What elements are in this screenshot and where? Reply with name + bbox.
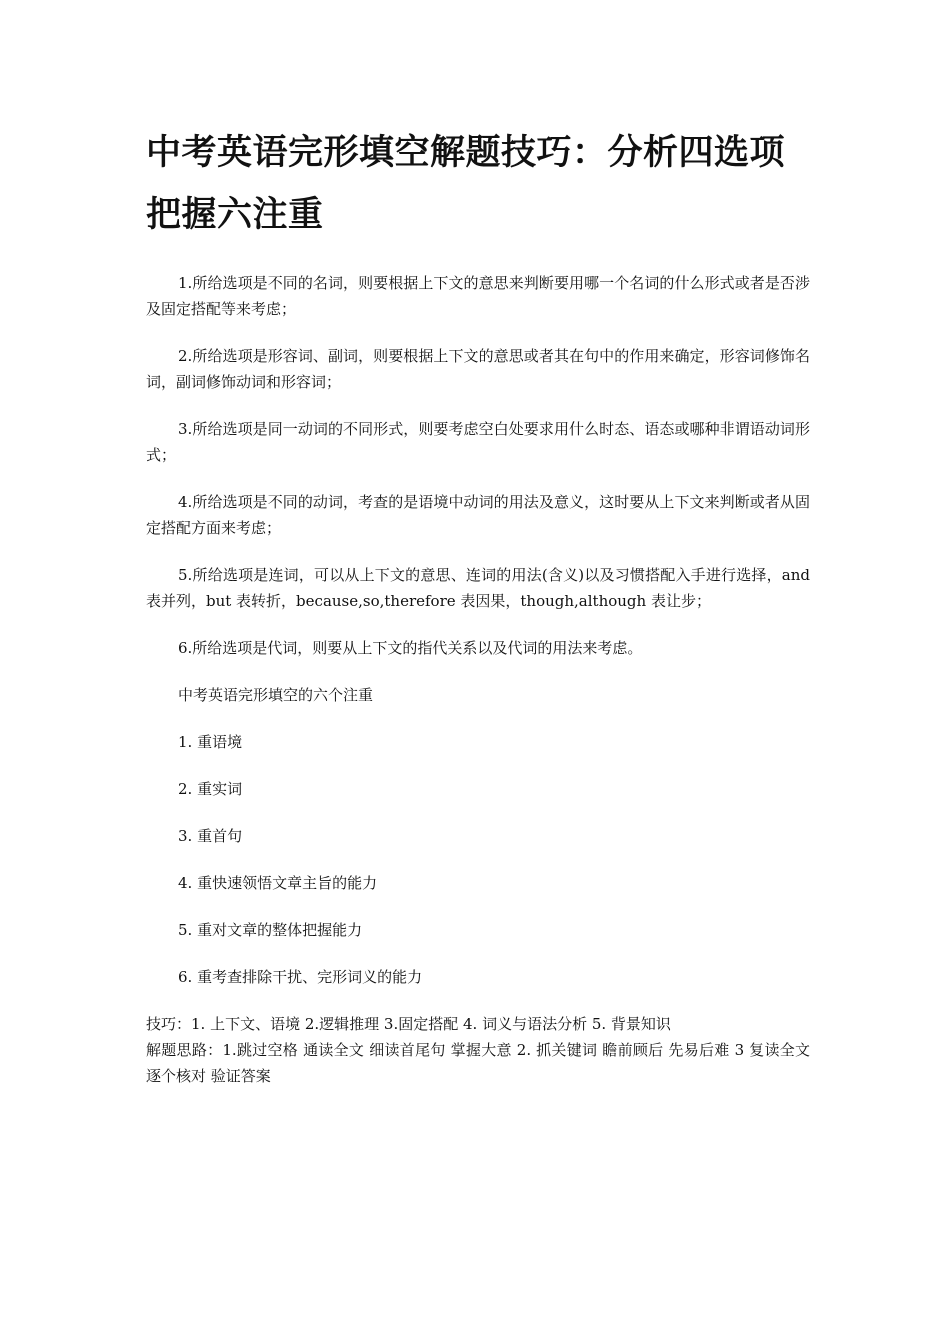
emphasis-item: 5. 重对文章的整体把握能力 xyxy=(178,921,363,939)
paragraph-verb-form-options: 3.所给选项是同一动词的不同形式，则要考虑空白处要求用什么时态、语态或哪种非谓语动词形式； xyxy=(146,420,810,464)
paragraph-adjective-adverb-options: 2.所给选项是形容词、副词，则要根据上下文的意思或者其在句中的作用来确定，形容词修饰名词，副词修饰动词和形容词； xyxy=(146,347,810,391)
emphasis-item: 3. 重首句 xyxy=(178,827,243,845)
document-title: 中考英语完形填空解题技巧：分析四选项 把握六注重 xyxy=(146,133,786,235)
document-page xyxy=(146,122,810,1089)
approach-line: 解题思路：1.跳过空格 通读全文 细读首尾句 掌握大意 2. 抓关键词 瞻前顾后 先易后难 3 复读全文 逐个核对 验证答案 xyxy=(146,1041,810,1085)
emphasis-item: 2. 重实词 xyxy=(178,780,243,798)
tips-line: 技巧：1. 上下文、语境 2.逻辑推理 3.固定搭配 4. 词义与语法分析 5. 背景知识 xyxy=(146,1015,671,1033)
section-subheading: 中考英语完形填空的六个注重 xyxy=(178,686,374,704)
paragraph-different-verb-options: 4.所给选项是不同的动词，考查的是语境中动词的用法及意义，这时要从上下文来判断或者从固定搭配方面来考虑； xyxy=(146,493,810,537)
paragraph-pronoun-options: 6.所给选项是代词，则要从上下文的指代关系以及代词的用法来考虑。 xyxy=(178,639,643,657)
emphasis-item: 4. 重快速领悟文章主旨的能力 xyxy=(178,874,378,892)
paragraph-conjunction-options: 5.所给选项是连词，可以从上下文的意思、连词的用法(含义)以及习惯搭配入手进行选择，and 表并列，but 表转折，because,so,therefore 表因果，though,although 表让步； xyxy=(146,566,810,610)
emphasis-item: 6. 重考查排除干扰、完形词义的能力 xyxy=(178,968,423,986)
paragraph-noun-options: 1.所给选项是不同的名词，则要根据上下文的意思来判断要用哪一个名词的什么形式或者是否涉及固定搭配等来考虑； xyxy=(146,274,810,318)
emphasis-item: 1. 重语境 xyxy=(178,733,243,751)
